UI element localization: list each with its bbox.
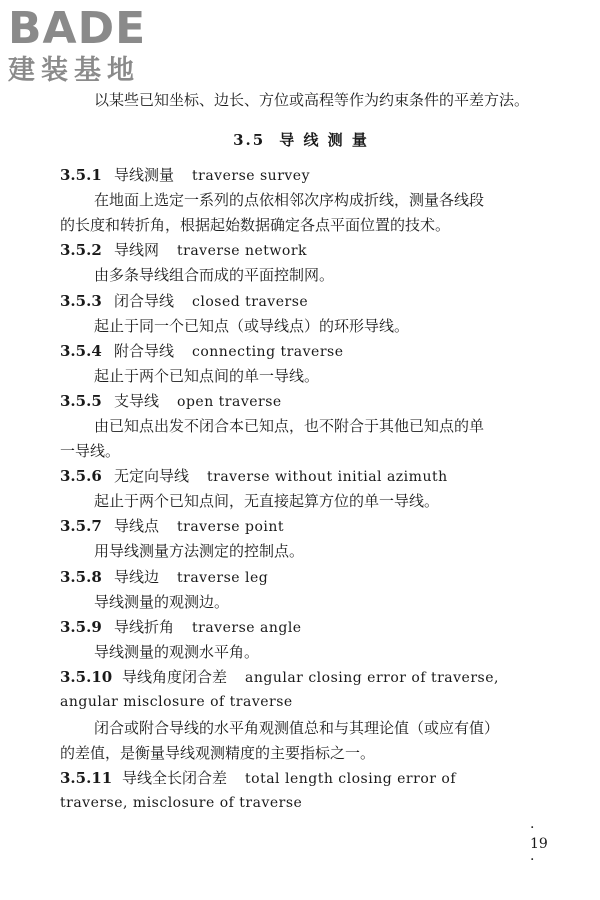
entry-number: 3.5.1 [60, 166, 102, 184]
entry-heading [60, 516, 284, 537]
entry-definition: 起止于同一个已知点（或导线点）的环形导线。 [94, 317, 410, 335]
entry-term: 导线测量 [114, 166, 175, 184]
entry-term: 导线全长闭合差 [122, 769, 228, 787]
entry-definition: 由已知点出发不闭合本已知点，也不附合于其他已知点的单 [94, 417, 485, 435]
logo-chinese-name: 建装基地 [8, 55, 140, 86]
entry-term: 导线点 [114, 517, 160, 535]
entry-number: 3.5.11 [60, 769, 113, 787]
entry-heading [60, 567, 268, 588]
entry-definition: 导线测量的观测水平角。 [94, 643, 260, 661]
entry-term: 支导线 [114, 392, 160, 410]
entry-definition: 一导线。 [60, 442, 121, 460]
entry-english-continued: traverse, misclosure of traverse [60, 795, 303, 811]
entry-english: traverse angle [192, 620, 302, 636]
entry-definition: 导线测量的观测边。 [94, 593, 230, 611]
entry-english: open traverse [177, 394, 282, 410]
brand-logo [8, 3, 178, 86]
entry-english: traverse point [177, 519, 284, 535]
entry-heading [60, 391, 282, 412]
entry-number: 3.5.2 [60, 241, 102, 259]
entry-english: traverse without initial azimuth [207, 469, 448, 485]
entry-term: 导线角度闭合差 [122, 668, 228, 686]
entry-english: total length closing error of [245, 771, 456, 787]
entry-heading [60, 617, 302, 638]
entry-term: 闭合导线 [114, 292, 175, 310]
entry-definition: 的长度和转折角，根据起始数据确定各点平面位置的技术。 [60, 216, 451, 234]
entry-number: 3.5.3 [60, 292, 102, 310]
entry-heading [60, 291, 308, 312]
entry-definition: 用导线测量方法测定的控制点。 [94, 542, 305, 560]
section-heading [60, 129, 542, 150]
entry-heading [60, 341, 344, 362]
entry-english-continued: angular misclosure of traverse [60, 694, 293, 710]
entry-number: 3.5.4 [60, 342, 102, 360]
entry-definition: 在地面上选定一系列的点依相邻次序构成折线，测量各线段 [94, 191, 485, 209]
entry-term: 导线网 [114, 241, 160, 259]
entry-term: 导线边 [114, 568, 160, 586]
intro-line: 以某些已知坐标、边长、方位或高程等作为约束条件的平差方法。 [94, 91, 530, 109]
entry-term: 附合导线 [114, 342, 175, 360]
logo-wordmark: BADE [8, 3, 147, 54]
entry-definition: 起止于两个已知点间，无直接起算方位的单一导线。 [94, 492, 440, 510]
entry-english: traverse survey [192, 168, 310, 184]
entry-heading [60, 240, 307, 261]
entry-english: angular closing error of traverse, [245, 670, 499, 686]
page-number: · 19 · [530, 820, 548, 868]
entry-english: connecting traverse [192, 344, 344, 360]
entry-number: 3.5.7 [60, 517, 102, 535]
entry-english: traverse network [177, 243, 308, 259]
entry-heading [60, 768, 456, 789]
entry-heading [60, 466, 448, 487]
entry-definition: 的差值，是衡量导线观测精度的主要指标之一。 [60, 744, 376, 762]
entry-number: 3.5.6 [60, 467, 102, 485]
entry-definition: 闭合或附合导线的水平角观测值总和与其理论值（或应有值） [94, 719, 500, 737]
section-number: 3.5 [233, 131, 266, 149]
entry-number: 3.5.8 [60, 568, 102, 586]
entry-number: 3.5.5 [60, 392, 102, 410]
section-title: 导 线 测 量 [279, 131, 369, 149]
entry-english: traverse leg [177, 570, 269, 586]
entry-definition: 由多条导线组合而成的平面控制网。 [94, 266, 335, 284]
entry-heading [60, 667, 499, 688]
entry-definition: 起止于两个已知点间的单一导线。 [94, 367, 320, 385]
entry-heading [60, 165, 310, 186]
entry-number: 3.5.10 [60, 668, 113, 686]
entry-term: 无定向导线 [114, 467, 190, 485]
entry-term: 导线折角 [114, 618, 175, 636]
entry-english: closed traverse [192, 294, 309, 310]
entry-number: 3.5.9 [60, 618, 102, 636]
